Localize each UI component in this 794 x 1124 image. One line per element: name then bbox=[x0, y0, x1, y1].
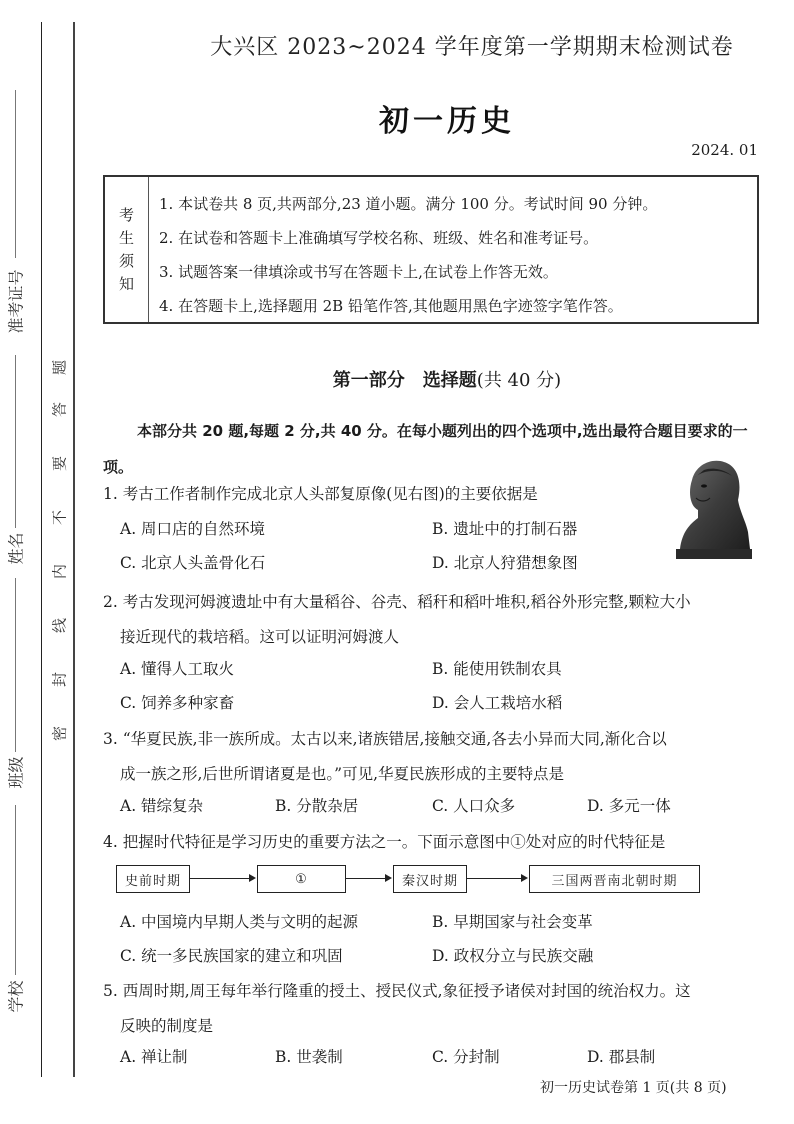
class-label: 班级 bbox=[6, 756, 26, 789]
notice-label-char: 生 bbox=[118, 228, 134, 247]
option-c[interactable]: C. 人口众多 bbox=[432, 797, 516, 815]
seal-char: 题 bbox=[50, 360, 69, 376]
flow-box-prehistoric: 史前时期 bbox=[116, 865, 190, 893]
option-c[interactable]: C. 北京人头盖骨化石 bbox=[120, 554, 266, 572]
notice-item: 2. 在试卷和答题卡上准确填写学校名称、班级、姓名和准考证号。 bbox=[159, 229, 599, 247]
seal-char: 线 bbox=[50, 618, 69, 634]
exam-title: 大兴区 2023~2024 学年度第一学期期末检测试卷 bbox=[210, 35, 734, 60]
notice-label-char: 考 bbox=[118, 205, 134, 224]
option-d[interactable]: D. 多元一体 bbox=[587, 797, 671, 815]
option-a[interactable]: A. 禅让制 bbox=[120, 1048, 188, 1066]
question-1 bbox=[103, 477, 763, 512]
section-title-text: 第一部分 选择题 bbox=[332, 370, 477, 391]
question-stem: 1. 考古工作者制作完成北京人头部复原像(见右图)的主要依据是 bbox=[103, 485, 538, 503]
flow-box-blank-1: ① bbox=[257, 865, 346, 893]
notice-label-char: 须 bbox=[118, 251, 134, 270]
flow-box-three-kingdoms: 三国两晋南北朝时期 bbox=[529, 865, 700, 893]
seal-char: 不 bbox=[50, 510, 69, 526]
section-title bbox=[0, 366, 794, 392]
question-stem: 2. 考古发现河姆渡遗址中有大量稻谷、谷壳、稻秆和稻叶堆积,稻谷外形完整,颗粒大小 bbox=[103, 593, 691, 611]
name-label: 姓名 bbox=[6, 532, 26, 565]
peking-man-bust-icon bbox=[668, 452, 756, 562]
option-c[interactable]: C. 饲养多种家畜 bbox=[120, 694, 235, 712]
question-stem: 3. “华夏民族,非一族所成。太古以来,诸族错居,接触交通,各去小异而大同,渐化合以 bbox=[103, 730, 667, 748]
section-instructions: 本部分共 20 题,每题 2 分,共 40 分。在每小题列出的四个选项中,选出最符合题目要求的一项。 bbox=[103, 422, 748, 476]
option-b[interactable]: B. 遗址中的打制石器 bbox=[432, 520, 578, 538]
option-a[interactable]: A. 懂得人工取火 bbox=[120, 660, 235, 678]
seal-char: 要 bbox=[50, 456, 69, 472]
arrow-right-icon bbox=[190, 878, 254, 879]
question-stem-continued: 反映的制度是 bbox=[120, 1017, 214, 1035]
binding-line-outer bbox=[41, 22, 42, 1077]
question-5 bbox=[103, 974, 763, 1044]
school-label: 学校 bbox=[6, 980, 26, 1013]
class-fill-line[interactable] bbox=[15, 578, 16, 752]
notice-item: 1. 本试卷共 8 页,共两部分,23 道小题。满分 100 分。考试时间 90 分钟。 bbox=[159, 195, 658, 213]
option-c[interactable]: C. 分封制 bbox=[432, 1048, 500, 1066]
notice-item: 3. 试题答案一律填涂或书写在答题卡上,在试卷上作答无效。 bbox=[159, 263, 558, 281]
flow-box-qin-han: 秦汉时期 bbox=[393, 865, 467, 893]
question-stem: 5. 西周时期,周王每年举行隆重的授土、授民仪式,象征授予诸侯对封国的统治权力。这 bbox=[103, 982, 691, 1000]
option-a[interactable]: A. 错综复杂 bbox=[120, 797, 204, 815]
option-a[interactable]: A. 周口店的自然环境 bbox=[120, 520, 266, 538]
notice-items bbox=[149, 177, 757, 322]
seal-char: 封 bbox=[50, 672, 69, 688]
notice-item: 4. 在答题卡上,选择题用 2B 铅笔作答,其他题用黑色字迹签字笔作答。 bbox=[159, 297, 623, 315]
option-a[interactable]: A. 中国境内早期人类与文明的起源 bbox=[120, 913, 359, 931]
question-4 bbox=[103, 825, 763, 860]
option-b[interactable]: B. 早期国家与社会变革 bbox=[432, 913, 593, 931]
seal-char: 内 bbox=[50, 564, 69, 580]
peking-man-bust-image bbox=[668, 452, 756, 562]
school-fill-line[interactable] bbox=[15, 805, 16, 975]
page-footer: 初一历史试卷第 1 页(共 8 页) bbox=[540, 1080, 727, 1096]
option-b[interactable]: B. 世袭制 bbox=[275, 1048, 343, 1066]
seal-char: 答 bbox=[50, 402, 69, 418]
option-d[interactable]: D. 会人工栽培水稻 bbox=[432, 694, 563, 712]
exam-number-label: 准考证号 bbox=[6, 269, 26, 334]
notice-label bbox=[105, 177, 149, 322]
option-d[interactable]: D. 北京人狩猎想象图 bbox=[432, 554, 578, 572]
question-3 bbox=[103, 722, 763, 792]
exam-date: 2024. 01 bbox=[691, 141, 758, 159]
question-stem: 4. 把握时代特征是学习历史的重要方法之一。下面示意图中①处对应的时代特征是 bbox=[103, 833, 666, 851]
candidate-notice-box bbox=[103, 175, 759, 324]
option-c[interactable]: C. 统一多民族国家的建立和巩固 bbox=[120, 947, 343, 965]
seal-char: 密 bbox=[50, 726, 69, 742]
binding-line-inner bbox=[73, 22, 75, 1077]
arrow-right-icon bbox=[346, 878, 390, 879]
option-b[interactable]: B. 分散杂居 bbox=[275, 797, 359, 815]
question-2 bbox=[103, 585, 763, 655]
section-points: (共 40 分) bbox=[476, 370, 562, 391]
subject-title: 初一历史 bbox=[379, 104, 515, 139]
arrow-right-icon bbox=[467, 878, 526, 879]
option-d[interactable]: D. 郡县制 bbox=[587, 1048, 656, 1066]
question-stem-continued: 成一族之形,后世所谓诸夏是也。”可见,华夏民族形成的主要特点是 bbox=[120, 765, 565, 783]
notice-label-char: 知 bbox=[118, 274, 134, 293]
question-stem-continued: 接近现代的栽培稻。这可以证明河姆渡人 bbox=[120, 628, 400, 646]
option-b[interactable]: B. 能使用铁制农具 bbox=[432, 660, 562, 678]
option-d[interactable]: D. 政权分立与民族交融 bbox=[432, 947, 594, 965]
